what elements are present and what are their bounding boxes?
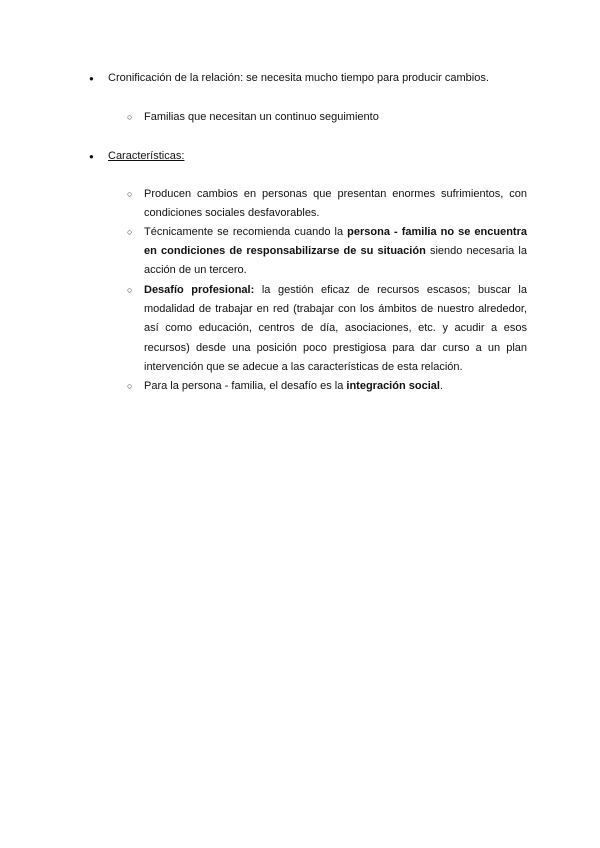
disc-bullet-icon: ● — [89, 152, 94, 161]
circle-bullet-icon: ○ — [127, 285, 133, 295]
item-text — [144, 223, 527, 281]
circle-bullet-icon: ○ — [127, 227, 133, 237]
text-run: . — [439, 380, 443, 392]
bold-text-run: integración social — [346, 380, 440, 392]
bold-text-run: persona - familia no se encuentra en condiciones de responsabilizarse de su situación — [144, 226, 527, 258]
item-text — [144, 281, 527, 377]
item-text: Producen cambios en personas que presentan enormes sufrimientos, con condiciones sociales desfavorables. — [144, 188, 527, 220]
text-run: siendo necesaria la acción de un tercero. — [144, 245, 527, 277]
circle-bullet-icon: ○ — [127, 189, 133, 199]
text-run: la gestión eficaz de recursos escasos; buscar la modalidad de trabajar en red (trabajar con los ámbitos de nuestro alrededor, así como educación, centros de día, asociaciones, etc. y acudir a esos recursos) desde una posición poco prestigiosa para dar curso a un plan intervención que se adecue a las características de esta relación. — [144, 284, 527, 373]
bold-text-run: Desafío profesional: — [144, 284, 255, 296]
item-text: Cronificación de la relación: se necesita mucho tiempo para producir cambios. — [108, 72, 489, 84]
disc-bullet-icon: ● — [89, 74, 94, 83]
item-text — [144, 377, 527, 396]
text-run: Técnicamente se recomienda cuando la — [144, 226, 348, 238]
item-text: Familias que necesitan un continuo seguimiento — [144, 111, 379, 123]
section-heading: Características: — [108, 150, 185, 162]
circle-bullet-icon: ○ — [127, 381, 133, 391]
text-run: Para la persona - familia, el desafío es la — [144, 380, 347, 392]
circle-bullet-icon: ○ — [127, 112, 133, 122]
